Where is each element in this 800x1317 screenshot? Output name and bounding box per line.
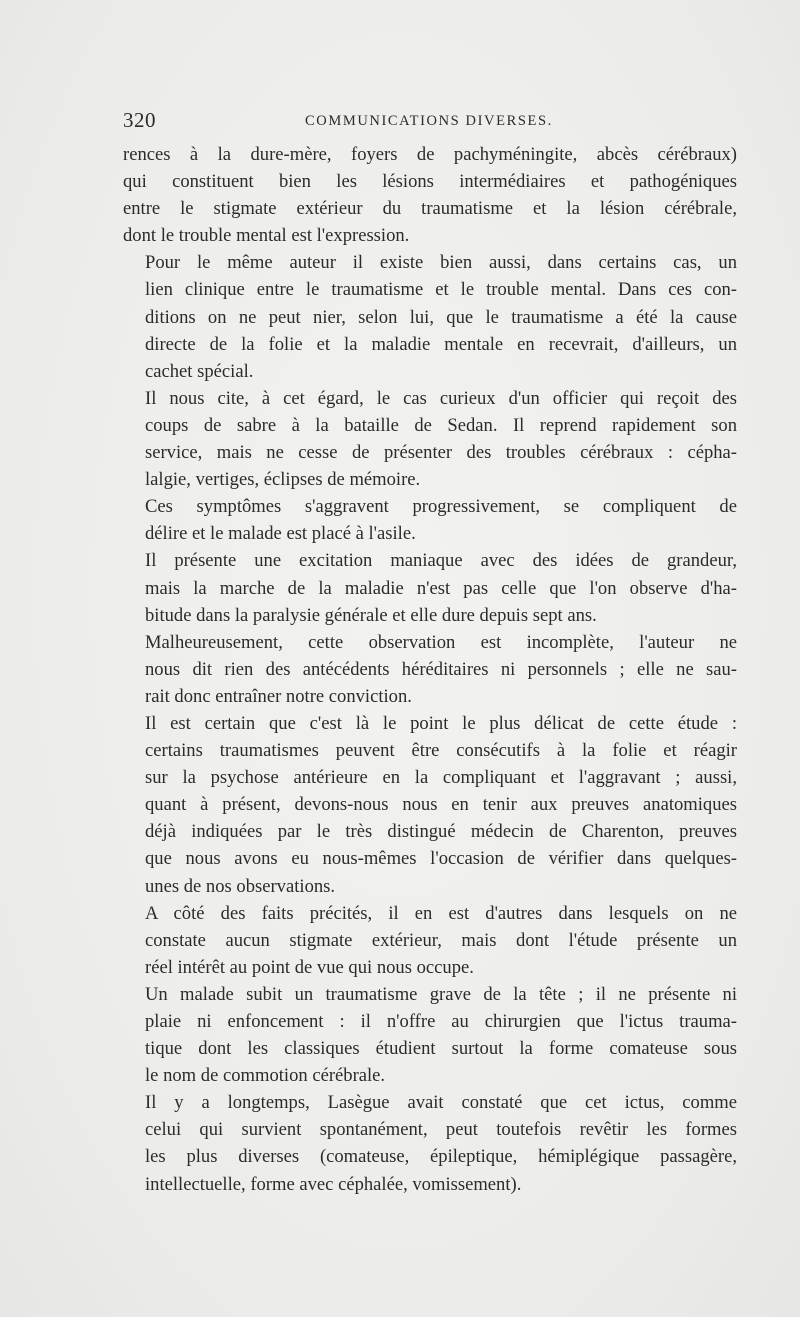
- paragraph: [123, 981, 737, 1089]
- text-line: directe de la folie et la maladie mentale en recevrait, d'ailleurs, un: [145, 333, 737, 355]
- paragraph: [123, 629, 737, 710]
- text-line: ditions on ne peut nier, selon lui, que le traumatisme a été la cause: [145, 306, 737, 328]
- text-line: Il y a longtemps, Lasègue avait constaté que cet ictus, comme: [145, 1092, 737, 1114]
- text-line: unes de nos observations.: [145, 875, 336, 897]
- paragraph: [123, 900, 737, 981]
- text-line: quant à présent, devons-nous nous en tenir aux preuves anatomiques: [145, 794, 737, 816]
- text-line: mais la marche de la maladie n'est pas celle que l'on observe d'ha-: [145, 577, 737, 599]
- page-header: [123, 108, 737, 138]
- body-text: [123, 141, 737, 1198]
- text-line: sur la psychose antérieure en la compliquant et l'aggravant ; aussi,: [145, 767, 737, 789]
- text-line: cachet spécial.: [145, 360, 254, 382]
- text-line: rences à la dure-mère, foyers de pachyméningite, abcès cérébraux): [123, 144, 737, 165]
- text-line: certains traumatismes peuvent être consécutifs à la folie et réagir: [145, 740, 737, 762]
- text-line: Pour le même auteur il existe bien aussi, dans certains cas, un: [145, 252, 737, 274]
- text-line: délire et le malade est placé à l'asile.: [145, 523, 416, 545]
- text-line: A côté des faits précités, il en est d'autres dans lesquels on ne: [145, 902, 737, 924]
- text-line: bitude dans la paralysie générale et elle dure depuis sept ans.: [145, 604, 597, 626]
- text-line: réel intérêt au point de vue qui nous occupe.: [145, 956, 474, 978]
- text-line: Il présente une excitation maniaque avec des idées de grandeur,: [145, 550, 737, 572]
- text-line: le nom de commotion cérébrale.: [145, 1065, 386, 1087]
- text-line: service, mais ne cesse de présenter des troubles cérébraux : cépha-: [145, 442, 737, 464]
- text-line: qui constituent bien les lésions intermédiaires et pathogéniques: [123, 171, 737, 193]
- text-line: Il nous cite, à cet égard, le cas curieux d'un officier qui reçoit des: [145, 387, 737, 409]
- paragraph: [123, 493, 737, 547]
- paragraph: [123, 710, 737, 900]
- text-line: Il est certain que c'est là le point le plus délicat de cette étude :: [145, 712, 737, 734]
- text-line: tique dont les classiques étudient surtout la forme comateuse sous: [145, 1038, 737, 1060]
- text-line: rait donc entraîner notre conviction.: [145, 685, 412, 707]
- text-line: coups de sabre à la bataille de Sedan. Il reprend rapidement son: [145, 414, 737, 436]
- text-line: lien clinique entre le traumatisme et le trouble mental. Dans ces con-: [145, 279, 737, 301]
- text-line: les plus diverses (comateuse, épileptique, hémiplégique passagère,: [145, 1146, 737, 1168]
- paragraph: [123, 547, 737, 628]
- text-line: intellectuelle, forme avec céphalée, vomissement).: [145, 1173, 522, 1195]
- text-line: déjà indiquées par le très distingué médecin de Charenton, preuves: [145, 821, 737, 843]
- text-line: Un malade subit un traumatisme grave de la tête ; il ne présente ni: [145, 983, 737, 1005]
- paragraph: [123, 385, 737, 493]
- text-line: plaie ni enfoncement : il n'offre au chirurgien que l'ictus trauma-: [145, 1011, 737, 1032]
- paragraph: [123, 249, 737, 384]
- paragraph: [123, 141, 737, 249]
- text-line: constate aucun stigmate extérieur, mais dont l'étude présente un: [145, 929, 737, 951]
- text-line: lalgie, vertiges, éclipses de mémoire.: [145, 469, 421, 491]
- paragraph: [123, 1089, 737, 1197]
- text-line: Malheureusement, cette observation est incomplète, l'auteur ne: [145, 631, 737, 653]
- text-line: entre le stigmate extérieur du traumatisme et la lésion cérébrale,: [123, 198, 737, 220]
- text-line: celui qui survient spontanément, peut toutefois revêtir les formes: [145, 1119, 737, 1141]
- text-line: dont le trouble mental est l'expression.: [123, 225, 410, 247]
- page-number: 320: [123, 108, 156, 132]
- running-title: COMMUNICATIONS DIVERSES.: [305, 113, 553, 129]
- text-line: Ces symptômes s'aggravent progressivement, se compliquent de: [145, 496, 737, 518]
- text-line: nous dit rien des antécédents héréditaires ni personnels ; elle ne sau-: [145, 658, 737, 680]
- text-line: que nous avons eu nous-mêmes l'occasion de vérifier dans quelques-: [145, 848, 737, 870]
